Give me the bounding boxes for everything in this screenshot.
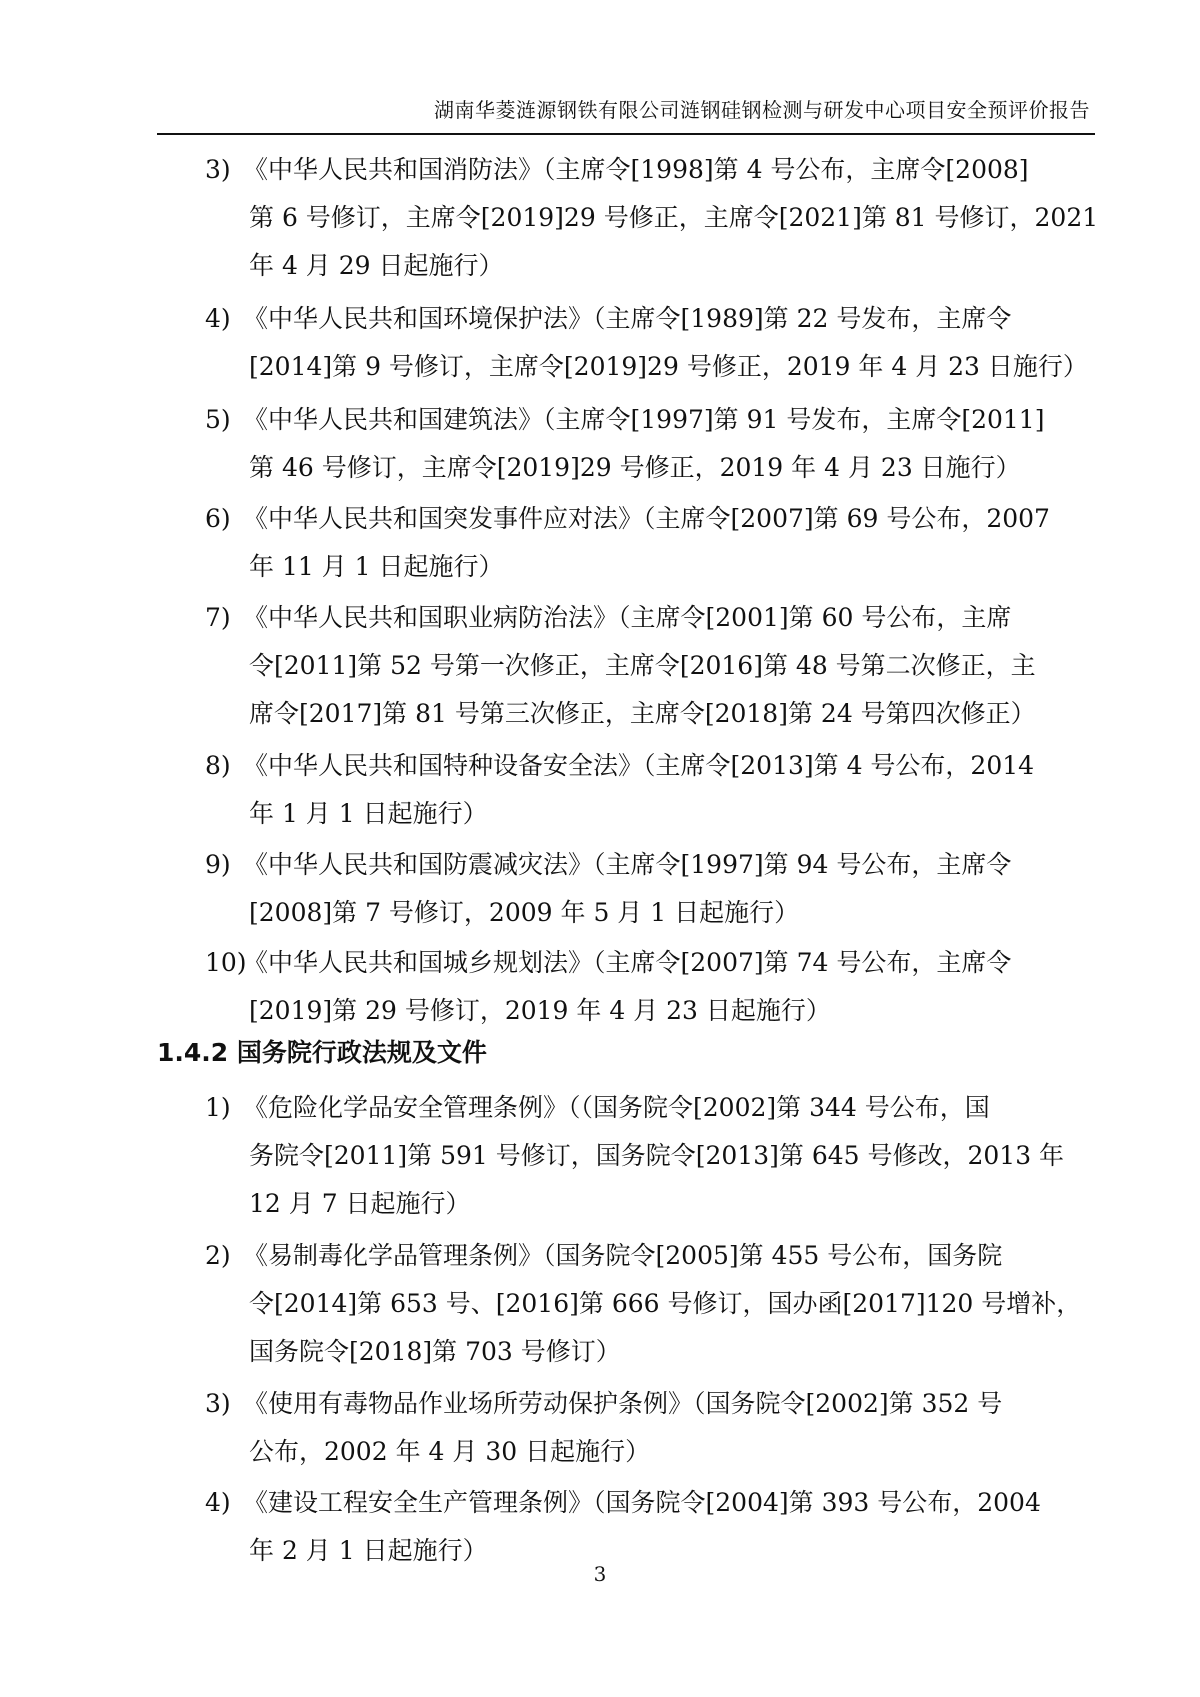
list-item-line: 年 11 月 1 日起施行） (249, 552, 504, 581)
list-item-law-4 (205, 295, 1095, 391)
list-item-line: 《中华人民共和国环境保护法》（主席令[1989]第 22 号发布，主席令 (243, 304, 1012, 333)
list-item-line: 12 月 7 日起施行） (249, 1189, 471, 1218)
list-item-line: 令[2011]第 52 号第一次修正，主席令[2016]第 48 号第二次修正，主 (249, 651, 1036, 680)
list-item-line: 《危险化学品安全管理条例》（（国务院令[2002]第 344 号公布，国 (243, 1093, 990, 1122)
list-item-line: 《中华人民共和国突发事件应对法》（主席令[2007]第 69 号公布，2007 (243, 504, 1050, 533)
list-item-line: 国务院令[2018]第 703 号修订） (249, 1337, 621, 1366)
list-item-number: 3) (205, 155, 231, 184)
list-item-law-5 (205, 396, 1095, 492)
list-item-line: 《中华人民共和国特种设备安全法》（主席令[2013]第 4 号公布，2014 (243, 751, 1035, 780)
list-item-line: 公布，2002 年 4 月 30 日起施行） (249, 1437, 651, 1466)
list-item-line: 第 46 号修订，主席令[2019]29 号修正，2019 年 4 月 23 日施行） (249, 453, 1021, 482)
list-item-line: [2014]第 9 号修订，主席令[2019]29 号修正，2019 年 4 月 23 日施行） (249, 352, 1088, 381)
list-item-line: 务院令[2011]第 591 号修订，国务院令[2013]第 645 号修改，2013 年 (249, 1141, 1065, 1170)
list-item-law-10 (205, 939, 1095, 1035)
list-item-number: 5) (205, 405, 231, 434)
list-item-line: 年 4 月 29 日起施行） (249, 251, 504, 280)
list-item-line: 《中华人民共和国建筑法》（主席令[1997]第 91 号发布，主席令[2011] (243, 405, 1045, 434)
list-item-line: [2019]第 29 号修订，2019 年 4 月 23 日起施行） (249, 996, 831, 1025)
header-title: 湖南华菱涟源钢铁有限公司涟钢硅钢检测与研发中心项目安全预评价报告 (434, 98, 1090, 122)
list-item-line: 席令[2017]第 81 号第三次修正，主席令[2018]第 24 号第四次修正） (249, 699, 1036, 728)
list-item-line: 年 2 月 1 日起施行） (249, 1536, 488, 1565)
list-item-number: 6) (205, 504, 231, 533)
list-item-line: 《中华人民共和国城乡规划法》（主席令[2007]第 74 号公布，主席令 (243, 948, 1012, 977)
list-item-line: 《使用有毒物品作业场所劳动保护条例》（国务院令[2002]第 352 号 (243, 1389, 1003, 1418)
list-item-number: 10) (205, 948, 247, 977)
list-item-number: 2) (205, 1241, 231, 1270)
header-divider (157, 133, 1095, 135)
list-item-line: 《中华人民共和国防震减灾法》（主席令[1997]第 94 号公布，主席令 (243, 850, 1012, 879)
page-number: 3 (593, 1562, 607, 1586)
list-item-line: 《建设工程安全生产管理条例》（国务院令[2004]第 393 号公布，2004 (243, 1488, 1041, 1517)
list-item-law-7 (205, 594, 1095, 738)
list-item-law-8 (205, 742, 1095, 838)
list-item-number: 3) (205, 1389, 231, 1418)
list-item-law-6 (205, 495, 1095, 591)
list-item-number: 4) (205, 1488, 231, 1517)
list-item-law-9 (205, 841, 1095, 937)
list-item-number: 8) (205, 751, 231, 780)
list-item-number: 7) (205, 603, 231, 632)
list-item-law-3 (205, 146, 1099, 290)
list-item-number: 9) (205, 850, 231, 879)
list-item-number: 1) (205, 1093, 231, 1122)
list-item-line: [2008]第 7 号修订，2009 年 5 月 1 日起施行） (249, 898, 800, 927)
section-heading: 1.4.2 国务院行政法规及文件 (157, 1038, 487, 1067)
list-item-regulation-4 (205, 1479, 1095, 1575)
list-item-regulation-1 (205, 1084, 1095, 1228)
list-item-regulation-2 (205, 1232, 1095, 1376)
list-item-number: 4) (205, 304, 231, 333)
list-item-regulation-3 (205, 1380, 1095, 1476)
list-item-line: 年 1 月 1 日起施行） (249, 799, 488, 828)
list-item-line: 《中华人民共和国职业病防治法》（主席令[2001]第 60 号公布，主席 (243, 603, 1012, 632)
list-item-line: 《易制毒化学品管理条例》（国务院令[2005]第 455 号公布，国务院 (243, 1241, 1003, 1270)
list-item-line: 《中华人民共和国消防法》（主席令[1998]第 4 号公布，主席令[2008] (243, 155, 1029, 184)
list-item-line: 第 6 号修订，主席令[2019]29 号修正，主席令[2021]第 81 号修订，2021 (249, 203, 1099, 232)
list-item-line: 令[2014]第 653 号、[2016]第 666 号修订，国办函[2017]120 号增补， (249, 1289, 1082, 1318)
